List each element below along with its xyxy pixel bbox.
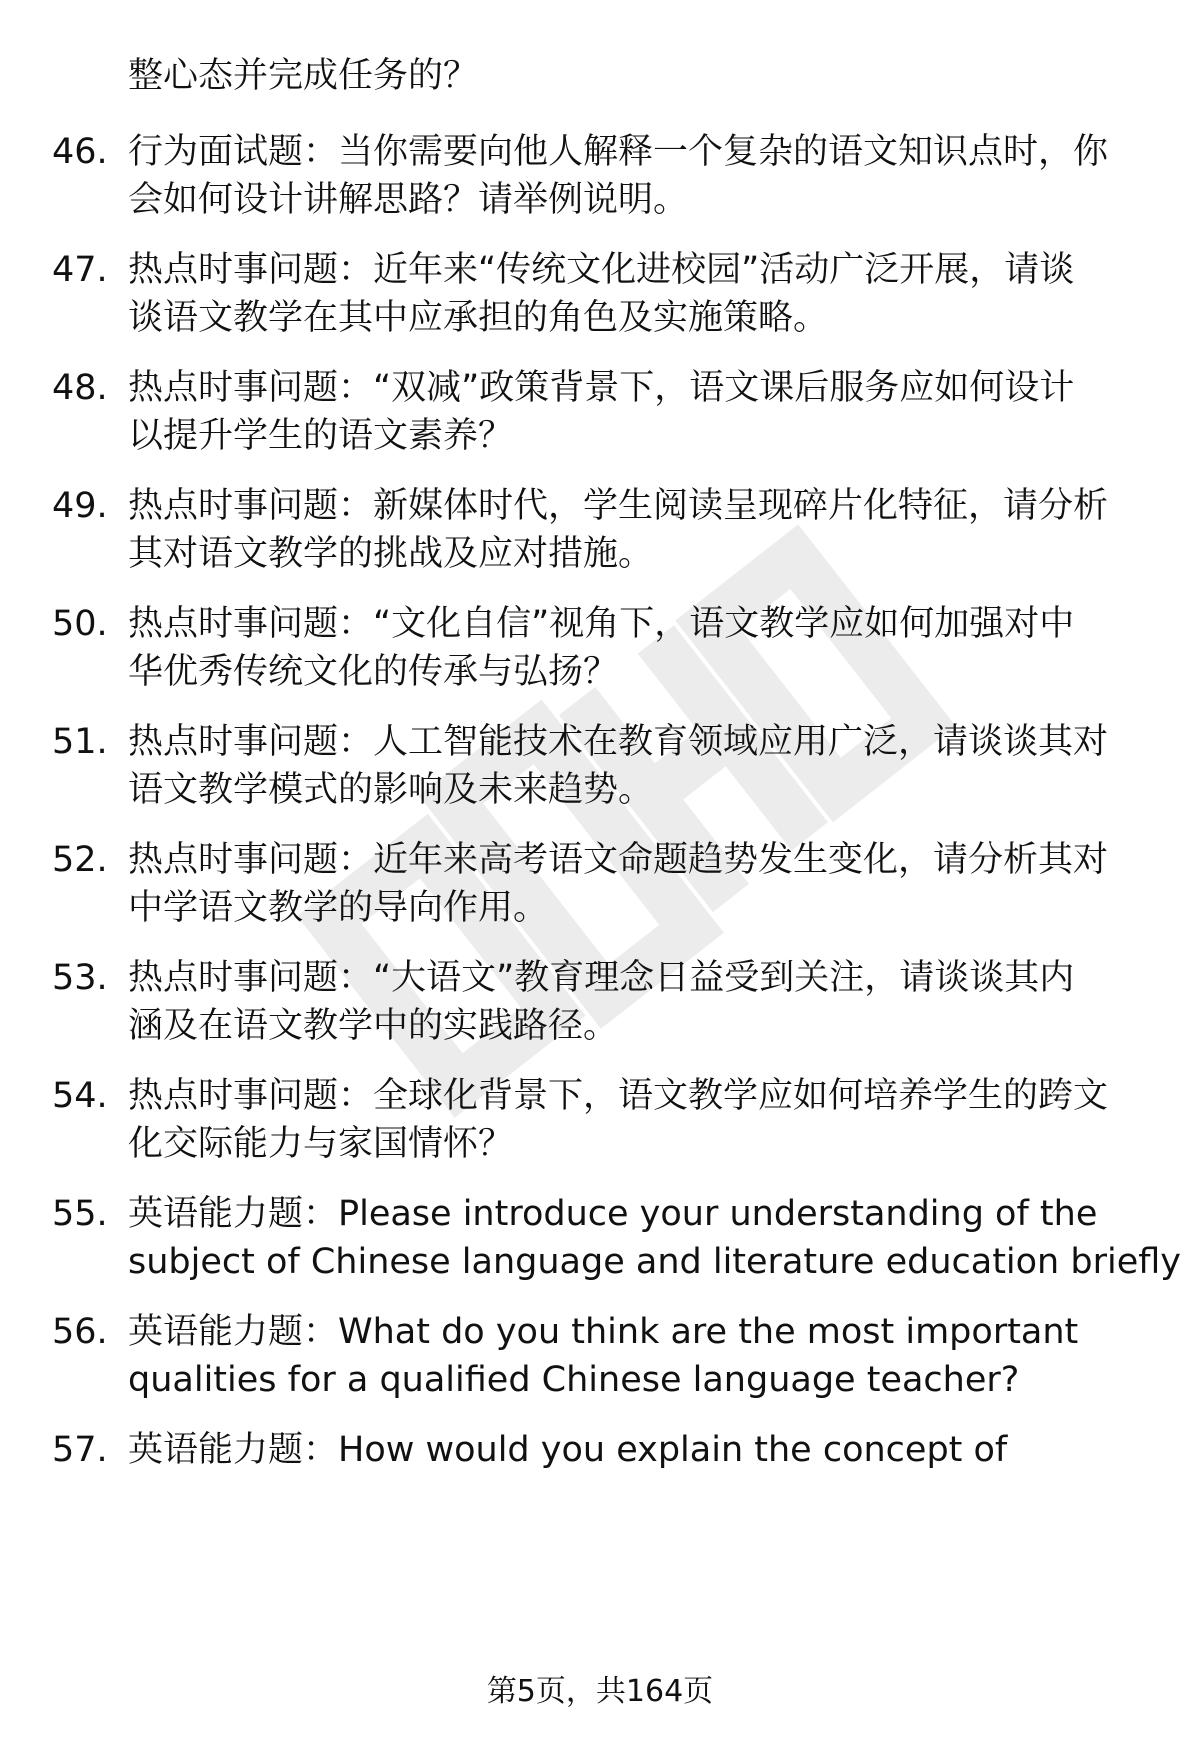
question-line: 会如何设计讲解思路？请举例说明。 <box>128 180 689 220</box>
question-line: 热点时事问题：“大语文”教育理念日益受到关注，请谈谈其内 <box>128 958 1075 998</box>
question-line: 语文教学模式的影响及未来趋势。 <box>128 770 654 810</box>
question-line: 其对语文教学的挑战及应对措施。 <box>128 534 654 574</box>
question-text <box>128 364 1158 460</box>
question-line: 华优秀传统文化的传承与弘扬？ <box>128 652 619 692</box>
question-line: 热点时事问题：全球化背景下，语文教学应如何培养学生的跨文 <box>128 1076 1109 1116</box>
question-text <box>128 1426 1158 1474</box>
question-number: 54. <box>52 1076 108 1116</box>
question-line: 化交际能力与家国情怀？ <box>128 1124 514 1164</box>
question-text <box>128 1190 1181 1286</box>
question-number: 56. <box>52 1312 108 1352</box>
question-text <box>128 128 1158 224</box>
question-line: 中学语文教学的导向作用。 <box>128 888 549 928</box>
question-text <box>128 482 1158 578</box>
question-line: subject of Chinese language and literature education briefly <box>128 1242 1181 1282</box>
question-line: 热点时事问题：新媒体时代，学生阅读呈现碎片化特征，请分析 <box>128 486 1109 526</box>
question-number: 55. <box>52 1194 108 1234</box>
question-number: 52. <box>52 840 108 880</box>
question-number: 51. <box>52 722 108 762</box>
question-number: 53. <box>52 958 108 998</box>
question-line: 英语能力题：What do you think are the most important <box>128 1312 1079 1352</box>
question-number: 48. <box>52 368 108 408</box>
question-line: 英语能力题：How would you explain the concept of <box>128 1430 1008 1470</box>
continuation-line: 整心态并完成任务的？ <box>128 56 479 96</box>
question-text <box>128 954 1158 1050</box>
question-number: 50. <box>52 604 108 644</box>
question-line: 行为面试题：当你需要向他人解释一个复杂的语文知识点时，你 <box>128 132 1109 172</box>
question-line: qualities for a qualified Chinese language teacher? <box>128 1360 1020 1400</box>
question-line: 热点时事问题：近年来“传统文化进校园”活动广泛开展，请谈 <box>128 250 1075 290</box>
question-number: 46. <box>52 132 108 172</box>
question-text <box>128 836 1158 932</box>
question-line: 英语能力题：Please introduce your understanding of the <box>128 1194 1098 1234</box>
question-line: 热点时事问题：“双减”政策背景下，语文课后服务应如何设计 <box>128 368 1075 408</box>
question-number: 47. <box>52 250 108 290</box>
question-line: 涵及在语文教学中的实践路径。 <box>128 1006 619 1046</box>
question-text <box>128 1072 1158 1168</box>
page-footer: 第5页，共164页 <box>486 1674 714 1709</box>
question-number: 57. <box>52 1430 108 1470</box>
question-line: 以提升学生的语文素养？ <box>128 416 514 456</box>
question-text <box>128 718 1158 814</box>
question-text <box>128 246 1158 342</box>
question-text <box>128 1308 1158 1404</box>
question-line: 热点时事问题：近年来高考语文命题趋势发生变化，请分析其对 <box>128 840 1109 880</box>
question-line: 谈语文教学在其中应承担的角色及实施策略。 <box>128 298 829 338</box>
question-text <box>128 600 1158 696</box>
question-line: 热点时事问题：“文化自信”视角下，语文教学应如何加强对中 <box>128 604 1075 644</box>
question-number: 49. <box>52 486 108 526</box>
question-line: 热点时事问题：人工智能技术在教育领域应用广泛，请谈谈其对 <box>128 722 1109 762</box>
